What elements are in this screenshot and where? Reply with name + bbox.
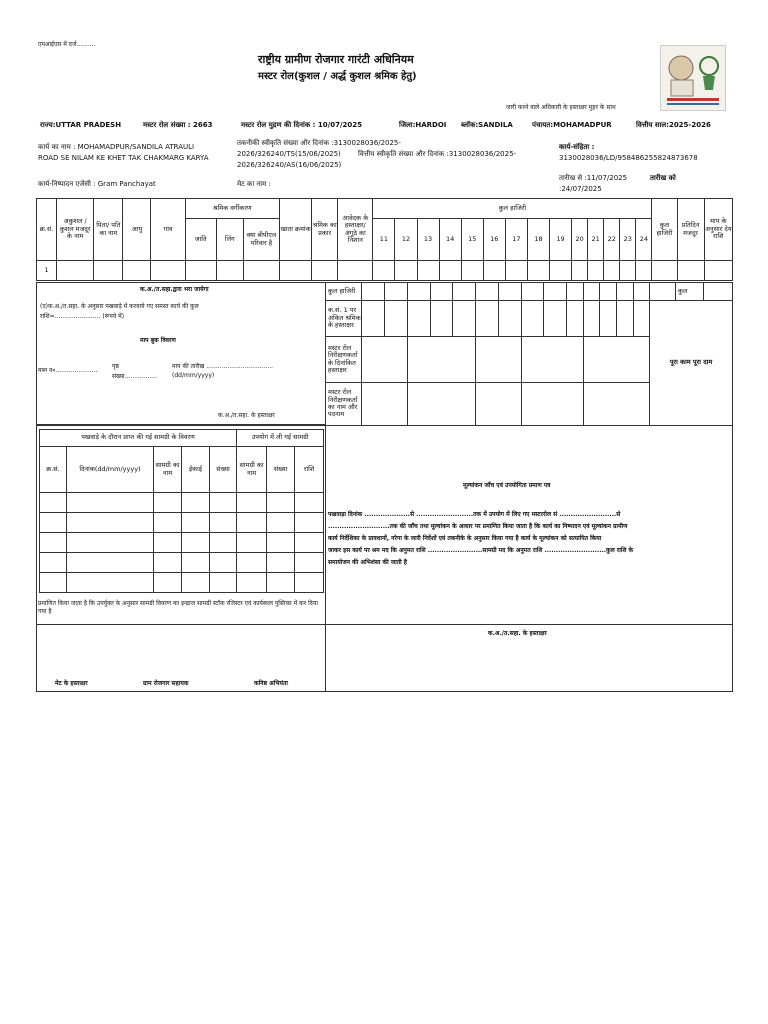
col-gender: लिंग [216, 219, 243, 261]
mat-col-used-quantity: संख्या [267, 447, 295, 493]
junior-engineer-label: कनिष्ठ अभियंता [254, 680, 288, 687]
certificate-line4: जाकर इस कार्य पर श्रम मद कि अनुमत राशि ........................सामग्री मद कि अनुमत राशि ...........................कुल राशि के [328, 547, 634, 554]
inspector-name-label: मस्टर रोल निरीक्षणकर्ता का नाम और पदनाम [326, 383, 362, 426]
page-number: संख्या................. [112, 373, 158, 380]
table-row [40, 513, 324, 533]
state: राज्य:UTTAR PRADESH [40, 121, 122, 129]
table-row [40, 553, 324, 573]
mb-number: मब्न न०...................... [38, 367, 98, 374]
total-amount-line2: राशि=........................ (रूपये में) [40, 313, 125, 320]
col-day: 24 [636, 219, 652, 261]
measurement-date: माप की तारीख ................................... [172, 363, 274, 370]
col-age: आयु [123, 199, 151, 261]
table-row [40, 493, 324, 513]
col-caste: जाति [185, 219, 216, 261]
material-certification-note: प्रमाणित किया जाता है कि उपर्युक्त के अनुसार सामग्री विवरण का इन्द्राज सामग्री स्टॉक रजिस्टर एवं कार्यस्थल पुस्तिका में कर दिया गया है [38, 600, 318, 616]
col-day: 16 [483, 219, 505, 261]
col-day: 20 [572, 219, 588, 261]
block: ब्लॉक:SANDILA [461, 121, 513, 129]
table-row [40, 533, 324, 553]
mat-col-serial: क्र.सं. [40, 447, 67, 493]
muster-number: मस्टर रोल संख्या : 2663 [143, 121, 213, 129]
mahatma-gandhi-portrait-icon [661, 46, 725, 110]
date-to: :24/07/2025 [559, 185, 602, 193]
mat-col-unit: ईकाई [182, 447, 210, 493]
col-day: 11 [373, 219, 395, 261]
work-code: 3130028036/LD/958486255824873678 [559, 154, 698, 162]
certificate-line1: पखवाड़ा दिनांक ....................से .........................तक में उपयोग में लिए गए मस्टररोल सं .........................से [328, 511, 621, 518]
work-code-label: कार्य-संहिता : [559, 143, 595, 151]
material-divider [36, 624, 326, 625]
col-attendance-group: कुल हाजिरी [373, 199, 652, 219]
col-day: 14 [439, 219, 461, 261]
date-to-label: तारीख को [650, 174, 676, 182]
col-payable-amount: माप के अनुसार देय राशि [704, 199, 732, 261]
row-serial: 1 [37, 261, 57, 281]
attendance-table [36, 198, 733, 281]
col-day: 17 [505, 219, 527, 261]
material-received-title: पखवाड़े के दौरान प्राप्त की गई सामग्री के विवरण [40, 430, 237, 447]
material-used-title: उपयोग में ली गई सामग्री [237, 430, 324, 447]
date-format: (dd/mm/yyyy) [172, 372, 215, 379]
col-day: 12 [395, 219, 417, 261]
col-account-number: खाता क्रमांक [280, 199, 312, 261]
technical-sanction-line3: 2026/326240/AS(16/06/2025) [237, 161, 342, 169]
certificate-signature-label: क.अ./त.सहा. के हस्ताक्षर [488, 630, 547, 637]
col-daily-wage: प्रतिदिन मजदूर [677, 199, 704, 261]
ka-signature-label: क.अ./त.सहा. के हस्ताक्षर [218, 412, 275, 419]
col-worker-type: श्रमिक का प्रकार [312, 199, 338, 261]
mat-col-amount: राशि [295, 447, 324, 493]
page-subtitle: मस्टर रोल(कुशल / अर्द्ध कुशल श्रमिक हेतु) [258, 71, 417, 82]
mat-col-date: दिनांक(dd/mm/yyyy) [67, 447, 154, 493]
col-worker-name: अकुशल / कुशल मजदूर के नाम [57, 199, 94, 261]
issuer-sign-note: जारी करने वाले अधिकारी के हस्ताक्षर मुहर के साथ [506, 104, 616, 111]
full-work-full-wage: पूरा काम पूरा दाम [650, 301, 733, 426]
col-day: 15 [461, 219, 483, 261]
mat-col-quantity: संख्या [210, 447, 237, 493]
technical-sanction-line1: तकनीकी स्वीकृति संख्या और दिनांक :3130028036/2025- [237, 139, 401, 147]
col-day: 19 [550, 219, 572, 261]
table-row [40, 573, 324, 593]
col-total-attendance: कुल हाजिरी [652, 199, 677, 261]
col-day: 18 [527, 219, 549, 261]
page-title: राष्ट्रीय ग्रामीण रोजगार गारंटी अधिनियम [258, 53, 414, 66]
certificate-line2: ...........................तक की जाँच तथा मूल्यांकन के आधार पर प्रमाणित किया जाता है कि कार्य का निष्पादन एवं मूल्यांकन ग्रामीण [328, 523, 628, 530]
panchayat: पंचायत:MOHAMADPUR [532, 121, 612, 129]
total-label: कुल [675, 283, 703, 301]
date-from: तारीख से :11/07/2025 [559, 174, 628, 182]
col-day: 13 [417, 219, 439, 261]
certificate-line3: कार्य निर्देशिका के प्रावधानों, नरेगा के जारी निर्देशों एवं तकनीके के अनुसार किया गया है कार्य के मूल्यांकन को सत्यापित किया [328, 535, 602, 542]
district: जिला:HARDOI [399, 121, 447, 129]
mate-signature-label: मेट के हस्ताक्षर [55, 680, 88, 687]
worker-signature-label: क.सं. 1 पर अंकित श्रमिक के हस्ताक्षर [326, 301, 362, 337]
nrega-logo [660, 45, 726, 111]
certificate-title: मूल्यांकन जाँच एवं उपयोगिता प्रमाण पत्र [463, 482, 551, 489]
filled-by-note: क.अ./त.सहा.द्वारा भरा जायेगा [140, 286, 209, 293]
work-name-line2: ROAD SE NILAM KE KHET TAK CHAKMARG KARYA [38, 154, 209, 162]
inspector-signature-label: मस्टर रोल निरीक्षणकर्ता के दिनांकित हस्ताक्षर [326, 337, 362, 383]
col-day: 21 [588, 219, 604, 261]
col-serial: क्र.सं. [37, 199, 57, 261]
work-name-line1: कार्य का नाम : MOHAMADPUR/SANDILA ATRAULI [38, 143, 195, 151]
certificate-line5: समायोजन की अभिशंसा की जाती है [328, 559, 407, 566]
print-date: मस्टर रोल मुद्रण की दिनांक : 10/07/2025 [241, 121, 362, 129]
col-village: गांव [151, 199, 185, 261]
material-table [39, 429, 324, 593]
financial-sanction: वित्तीय स्वीकृति संख्या और दिनांक :3130028036/2025- [358, 150, 517, 158]
col-father-name: पिता/ पति का नाम [94, 199, 123, 261]
col-applicant-sign: आवेदक के हस्ताक्षर/ अंगूठे का निशान [338, 199, 373, 261]
col-worker-category: श्रमिक वर्गीकरण [185, 199, 279, 219]
page-label: पृष्ठ [112, 363, 119, 370]
col-bpl: क्या बीपीएल परिवार है [243, 219, 279, 261]
financial-year: वित्तीय साल:2025-2026 [636, 121, 711, 129]
table-row [37, 261, 733, 281]
mate-name: मेट का नाम : [237, 180, 271, 188]
mis-entry-note: एमआईएस में दर्ज.......... [38, 41, 96, 48]
gram-rozgar-sahayak-label: ग्राम रोजगार सहायक [143, 680, 189, 687]
vertical-divider [325, 425, 326, 692]
total-attendance-label: कुल हाजिरी [326, 283, 362, 301]
col-day: 23 [620, 219, 636, 261]
col-day: 22 [604, 219, 620, 261]
total-amount-line1: (ए)क.अ./त.सहा. के अनुसार पखवाड़े में करवाये गए समस्त कार्य की कुल [40, 303, 199, 310]
signature-grid [325, 282, 733, 426]
measurement-book-title: माप बुक विवरण [140, 337, 176, 344]
mat-col-material-name: सामग्री का नाम [154, 447, 182, 493]
mat-col-used-material-name: सामग्री का नाम [237, 447, 267, 493]
certificate-divider [325, 624, 733, 625]
executing-agency: कार्य-निष्पादन एजेंसी : Gram Panchayat [38, 180, 156, 188]
technical-sanction-line2: 2026/326240/TS(15/06/2025) [237, 150, 341, 158]
